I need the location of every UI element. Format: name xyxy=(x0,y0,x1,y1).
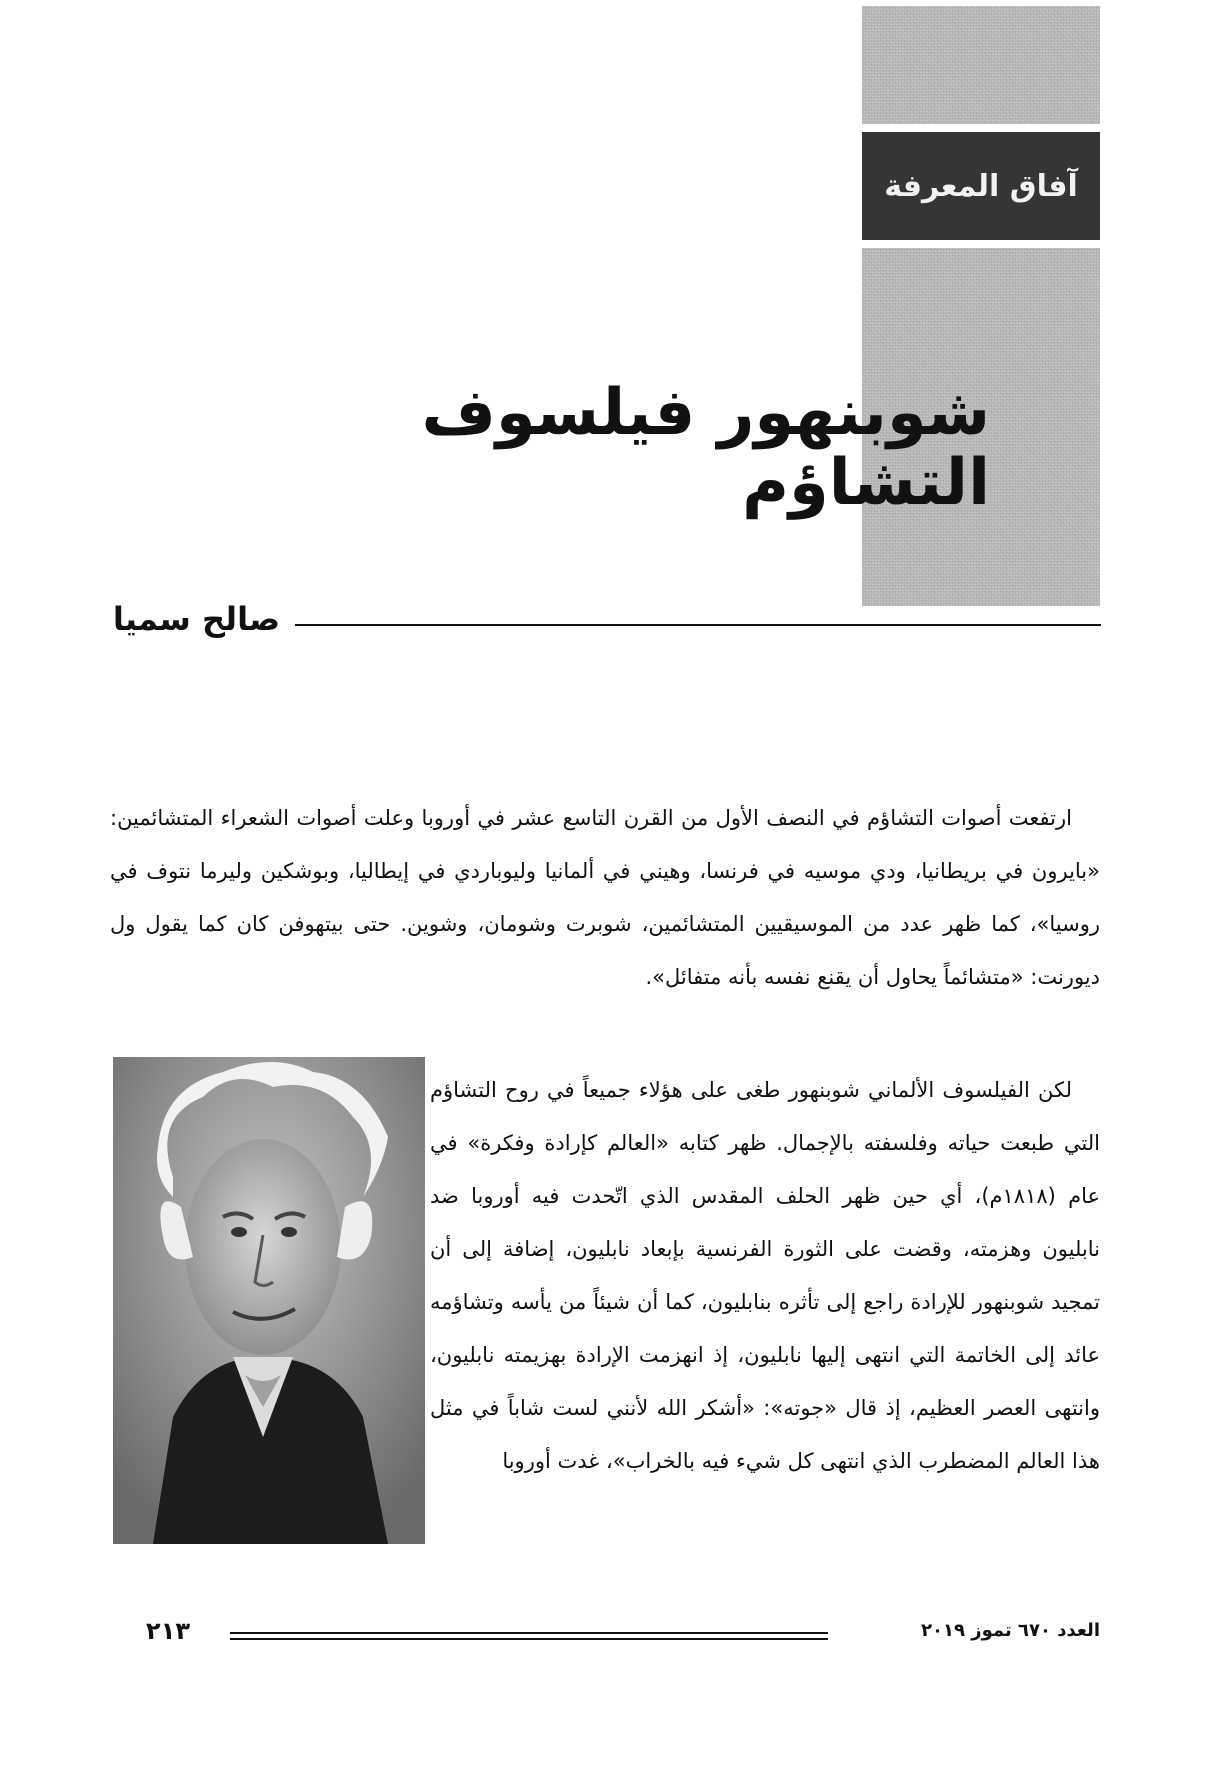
article-title: شوبنهور فيلسوف التشاؤم xyxy=(421,376,990,521)
body-column xyxy=(430,1064,1100,1488)
author-name: صالح سميا xyxy=(112,600,280,638)
author-rule xyxy=(295,624,1101,626)
footer-rule xyxy=(230,1632,828,1644)
issue-info: العدد ٦٧٠ تموز ٢٠١٩ xyxy=(921,1620,1100,1641)
page-number: ٢١٣ xyxy=(146,1617,190,1645)
intro-text: ارتفعت أصوات التشاؤم في النصف الأول من القرن التاسع عشر في أوروبا وعلت أصوات الشعراء المتشائمين: «بايرون في بريطانيا، ودي موسيه في فرنسا، وهيني في ألمانيا وليوباردي في إيطاليا، وبوشكين وليرما نتوف في روسيا»، كما ظهر عدد من الموسيقيين المتشائمين، شوبرت وشومان، وشوين. حتى بيتهوفن كان كما يقول ول ديورنت: «متشائماً يحاول أن يقنع نفسه بأنه متفائل». xyxy=(110,806,1100,989)
column-text: لكن الفيلسوف الألماني شوبنهور طغى على هؤلاء جميعاً في روح التشاؤم التي طبعت حياته وفلسفته بالإجمال. ظهر كتابه «العالم كإرادة وفكرة» في عام (١٨١٨م)، أي حين ظهر الحلف المقدس الذي اتّحدت فيه أوروبا ضد نابليون وهزمته، وقضت على الثورة الفرنسية بإبعاد نابليون، إضافة إلى أن تمجيد شوبنهور للإرادة راجع إلى تأثره بنابليون، كما أن شيئاً من يأسه وتشاؤمه عائد إلى الخاتمة التي انتهى إليها نابليون، إذ انهزمت الإرادة بهزيمته نابليون، وانتهى العصر العظيم، إذ قال «جوته»: «أشكر الله لأنني لست شاباً في مثل هذا العالم المضطرب الذي انتهى كل شيء فيه بالخراب»، غدت أوروبا xyxy=(430,1078,1100,1473)
decorative-grey-band-top xyxy=(862,6,1100,124)
section-label: آفاق المعرفة xyxy=(862,132,1100,240)
intro-paragraph xyxy=(110,792,1100,1004)
portrait-image xyxy=(113,1057,425,1544)
portrait-drawing xyxy=(113,1057,425,1544)
